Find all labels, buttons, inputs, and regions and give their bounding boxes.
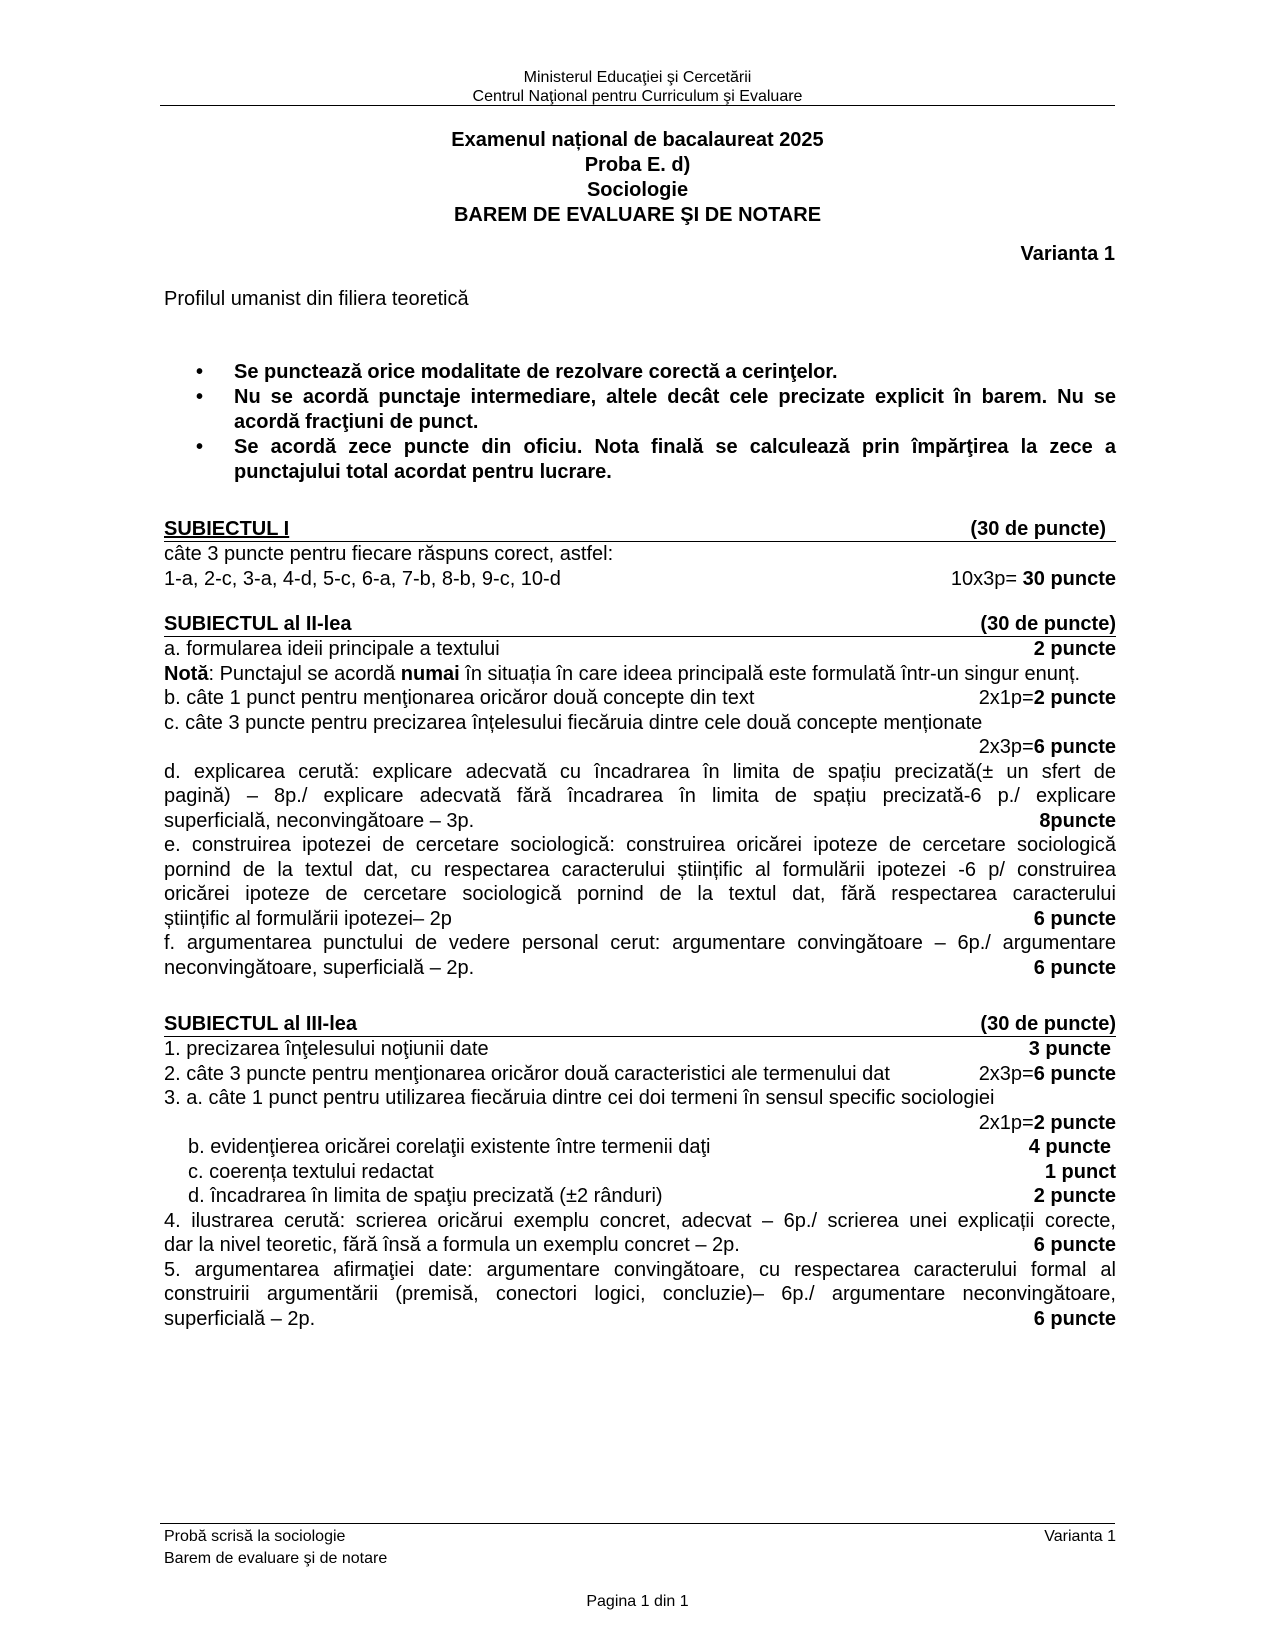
item-score: 4 puncte — [1028, 1136, 1111, 1158]
item-score: 6 puncte — [1033, 956, 1116, 979]
item-text: d. explicarea cerută: explicare adecvată cu încadrarea în limita de spațiu precizată(± un sfert de — [164, 760, 1116, 783]
exam-name: Examenul național de bacalaureat 2025 — [451, 129, 824, 151]
footer-doc-type: Barem de evaluare şi de notare — [164, 1550, 388, 1567]
item-score: 2 puncte — [1033, 638, 1116, 660]
s3-item-3b — [164, 1135, 1116, 1160]
item-text: construirii argumentării (premisă, conectori logici, concluzie)– 6p./ argumentare neconvingătoare, — [164, 1283, 1116, 1305]
barem-title: BAREM DE EVALUARE ŞI DE NOTARE — [453, 204, 822, 226]
item-text: d. încadrarea în limita de spaţiu precizată (±2 rânduri) — [188, 1185, 663, 1207]
s3-item-1 — [164, 1037, 1116, 1062]
item-text: f. argumentarea punctului de vedere personal cerut: argumentare convingătoare – 6p./ argumentare — [164, 932, 1116, 954]
item-text: c. coerența textului redactat — [188, 1160, 434, 1183]
item-score: 8puncte — [1039, 809, 1116, 832]
item-score: 3 puncte — [1028, 1038, 1111, 1060]
rule-item — [196, 385, 1116, 435]
s3-item-3a — [164, 1086, 1116, 1135]
s2-item-e — [164, 833, 1116, 931]
item-score-prefix: 2x3p= — [978, 736, 1034, 758]
item-text: 2. câte 3 puncte pentru menţionarea oricăror două caracteristici ale termenului dat — [164, 1062, 890, 1085]
section-subject-1 — [164, 517, 1116, 591]
note-text: în situația în care ideea principală este formulată într-un singur enunț. — [459, 662, 1081, 685]
rule-text: Nu se acordă punctaje intermediare, altele decât cele precizate explicit în barem. Nu se acordă fracţiuni de punct. — [234, 386, 1116, 433]
item-score-prefix: 2x1p= — [978, 1111, 1034, 1134]
item-text: 5. argumentarea afirmaţiei date: argumentare convingătoare, cu respectarea caracterului formal al — [164, 1258, 1116, 1281]
item-text: c. câte 3 puncte pentru precizarea înțelesului fiecăruia dintre cele două concepte menționate — [164, 711, 983, 734]
section-title: SUBIECTUL I — [164, 518, 290, 540]
bullet-icon: • — [196, 436, 204, 458]
general-rules — [196, 360, 1116, 485]
s3-item-3d — [164, 1184, 1116, 1209]
item-text: științific al formulării ipotezei– 2p — [164, 907, 452, 930]
note-label: Notă — [164, 662, 209, 685]
rule-text: Se acordă zece puncte din oficiu. Nota finală se calculează prin împărţirea la zece a punctajului total acordat pentru lucrare. — [234, 436, 1116, 483]
item-score: 6 puncte — [1033, 736, 1116, 758]
section-heading — [164, 1012, 1116, 1037]
section-heading — [164, 517, 1116, 542]
item-score: 6 puncte — [1033, 1234, 1116, 1256]
item-text: b. evidenţierea oricărei corelaţii existente între termenii daţi — [188, 1136, 711, 1158]
exam-subject: Sociologie — [586, 179, 689, 201]
section-subject-3 — [164, 1012, 1116, 1331]
s3-item-4 — [164, 1209, 1116, 1258]
s2-item-a — [164, 637, 1116, 662]
item-score: 6 puncte — [1033, 1062, 1116, 1085]
item-score-prefix: 2x3p= — [978, 1062, 1034, 1085]
s2-note — [164, 662, 1116, 687]
rule-item — [196, 360, 1116, 385]
page-footer — [164, 1526, 1116, 1570]
s2-item-b — [164, 686, 1116, 711]
header-divider — [160, 105, 1115, 106]
item-text: dar la nivel teoretic, fără însă a formula un exemplu concret – 2p. — [164, 1234, 740, 1256]
item-text: 3. a. câte 1 punct pentru utilizarea fiecăruia dintre cei doi termeni în sensul specific sociologiei — [164, 1087, 995, 1109]
rule-item — [196, 435, 1116, 485]
s3-item-3c — [164, 1160, 1116, 1185]
s1-score: 30 puncte — [1022, 567, 1116, 590]
footer-divider — [160, 1523, 1115, 1524]
s3-item-2 — [164, 1062, 1116, 1087]
s1-score-prefix: 10x3p= — [950, 567, 1023, 590]
section-points: (30 de puncte) — [970, 518, 1106, 540]
item-text: a. formularea ideii principale a textului — [164, 638, 500, 660]
s3-item-5 — [164, 1258, 1116, 1332]
item-text: pornind de la textul dat, cu respectarea caracterului științific al formulării ipotezei -6 p/ construirea — [164, 858, 1116, 881]
footer-variant: Varianta 1 — [1044, 1528, 1116, 1545]
note-emphasis: numai — [400, 662, 460, 685]
variant-label: Varianta 1 — [1020, 243, 1115, 265]
rule-text: Se punctează orice modalitate de rezolvare corectă a cerinţelor. — [234, 361, 838, 383]
center-name: Centrul Naţional pentru Curriculum şi Evaluare — [472, 88, 803, 105]
section-heading — [164, 612, 1116, 637]
item-score: 1 punct — [1044, 1160, 1116, 1183]
footer-row — [164, 1526, 1116, 1570]
item-score: 6 puncte — [1033, 907, 1116, 930]
bullet-icon: • — [196, 386, 204, 408]
note-text: : Punctajul se acordă — [208, 662, 401, 685]
item-text: b. câte 1 punct pentru menţionarea oricăror două concepte din text — [164, 687, 755, 709]
item-score-prefix: 2x1p= — [978, 687, 1034, 709]
item-text: 4. ilustrarea cerută: scrierea oricărui exemplu concret, adecvat – 6p./ scrierea unei explicații corecte, — [164, 1209, 1116, 1232]
s2-item-d — [164, 760, 1116, 834]
ministry-name: Ministerul Educaţiei şi Cercetării — [523, 69, 752, 86]
item-text: 1. precizarea înţelesului noţiunii date — [164, 1038, 489, 1060]
s1-answers-row — [164, 567, 1116, 592]
page-header — [160, 68, 1115, 106]
document-title — [160, 128, 1115, 228]
item-text: superficială, neconvingătoare – 3p. — [164, 809, 475, 832]
section-subject-2 — [164, 612, 1116, 980]
item-score: 2 puncte — [1033, 1185, 1116, 1207]
section-points: (30 de puncte) — [980, 1013, 1116, 1035]
item-text: neconvingătoare, superficială – 2p. — [164, 956, 475, 979]
profile-label: Profilul umanist din filiera teoretică — [164, 288, 469, 310]
page-number: Pagina 1 din 1 — [586, 1593, 689, 1610]
section-title: SUBIECTUL al II-lea — [164, 613, 352, 635]
item-score: 6 puncte — [1033, 1307, 1116, 1330]
item-score: 2 puncte — [1033, 687, 1116, 709]
footer-exam-type: Probă scrisă la sociologie — [164, 1528, 346, 1545]
item-score: 2 puncte — [1033, 1111, 1116, 1134]
bullet-icon: • — [196, 361, 204, 383]
item-text: e. construirea ipotezei de cercetare sociologică: construirea oricărei ipoteze de cercetare sociologică — [164, 834, 1116, 856]
s2-item-f — [164, 931, 1116, 980]
s1-answers: 1-a, 2-c, 3-a, 4-d, 5-c, 6-a, 7-b, 8-b, 9-c, 10-d — [164, 567, 561, 590]
item-text: superficială – 2p. — [164, 1307, 316, 1330]
item-text: oricărei ipoteze de cercetare sociologică pornind de la textul dat, fără respectarea caracterului — [164, 883, 1116, 905]
exam-test: Proba E. d) — [584, 154, 691, 176]
item-text: pagină) – 8p./ explicare adecvată fără încadrarea în limita de spațiu precizată-6 p./ explicare — [164, 785, 1116, 807]
footer-left — [164, 1526, 387, 1570]
s2-item-c — [164, 711, 1116, 760]
s1-intro: câte 3 puncte pentru fiecare răspuns corect, astfel: — [164, 543, 614, 565]
section-points: (30 de puncte) — [980, 613, 1116, 635]
section-title: SUBIECTUL al III-lea — [164, 1013, 358, 1035]
